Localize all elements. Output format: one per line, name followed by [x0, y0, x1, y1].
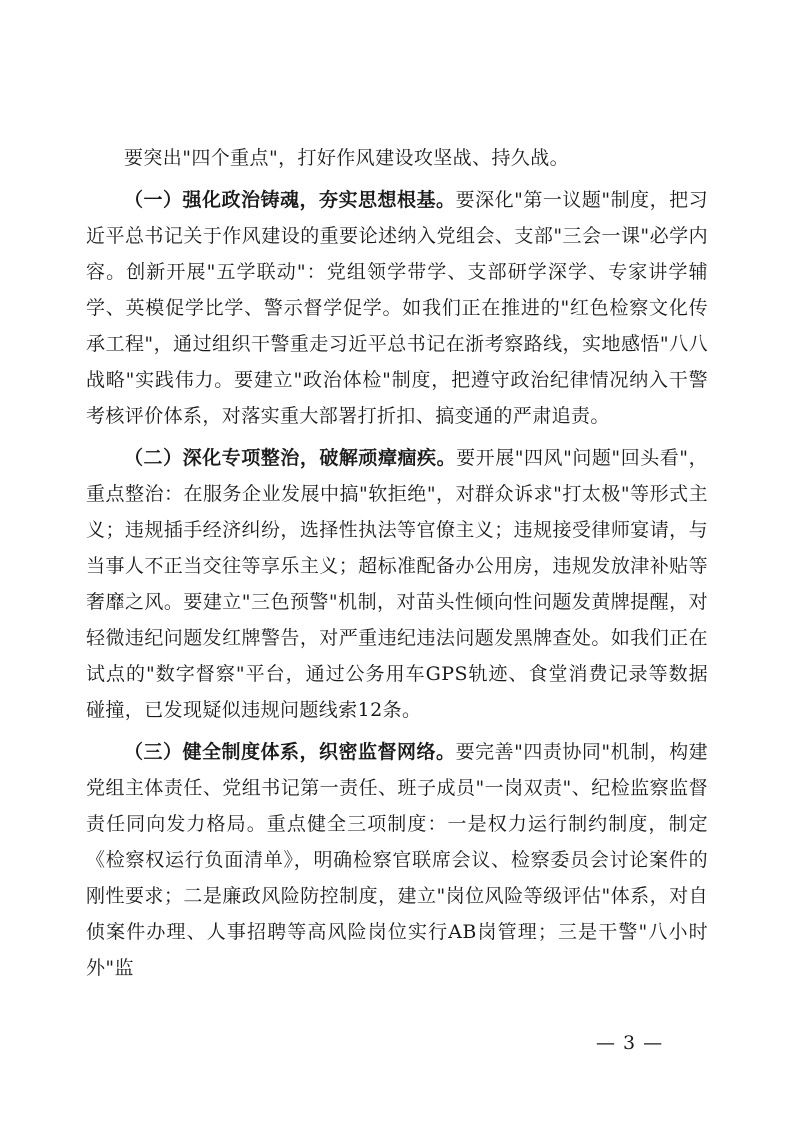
- section-2-heading: （二）深化专项整治，破解顽瘴痼疾。: [124, 447, 457, 469]
- section-1-paragraph: [86, 182, 708, 434]
- section-3-paragraph: [86, 734, 708, 986]
- section-1-heading: （一）强化政治铸魂，夯实思想根基。: [124, 189, 456, 211]
- section-1-body: 要深化"第一议题"制度，把习近平总书记关于作风建设的重要论述纳入党组会、支部"三会一课"必学内容。创新开展"五学联动"：党组领学带学、支部研学深学、专家讲学辅学、英模促学比学、警示督学促学。如我们正在推进的"红色检察文化传承工程"，通过组织干警重走习近平总书记在浙考察路线，实地感悟"八八战略"实践伟力。要建立"政治体检"制度，把遵守政治纪律情况纳入干警考核评价体系，对落实重大部署打折扣、搞变通的严肃追责。: [86, 189, 708, 427]
- page-number: — 3 —: [596, 1032, 664, 1054]
- intro-paragraph: 要突出"四个重点"，打好作风建设攻坚战、持久战。: [124, 147, 570, 169]
- section-3-heading: （三）健全制度体系，织密监督网络。: [124, 741, 456, 763]
- section-2-paragraph: [86, 440, 708, 728]
- section-3-body: 要完善"四责协同"机制，构建党组主体责任、党组书记第一责任、班子成员"一岗双责"、纪检监察监督责任同向发力格局。重点健全三项制度：一是权力运行制约制度，制定《检察权运行负面清单》，明确检察官联席会议、检察委员会讨论案件的刚性要求；二是廉政风险防控制度，建立"岗位风险等级评估"体系，对自侦案件办理、人事招聘等高风险岗位实行AB岗管理；三是干警"八小时外"监: [86, 741, 708, 979]
- document-body: [86, 140, 708, 992]
- section-2-body: 要开展"四风"问题"回头看"，重点整治：在服务企业发展中搞"软拒绝"，对群众诉求"打太极"等形式主义；违规插手经济纠纷，选择性执法等官僚主义；违规接受律师宴请，与当事人不正当交往等享乐主义；超标准配备办公用房，违规发放津补贴等奢靡之风。要建立"三色预警"机制，对苗头性倾向性问题发黄牌提醒，对轻微违纪问题发红牌警告，对严重违纪违法问题发黑牌查处。如我们正在试点的"数字督察"平台，通过公务用车GPS轨迹、食堂消费记录等数据碰撞，已发现疑似违规问题线索12条。: [86, 447, 708, 721]
